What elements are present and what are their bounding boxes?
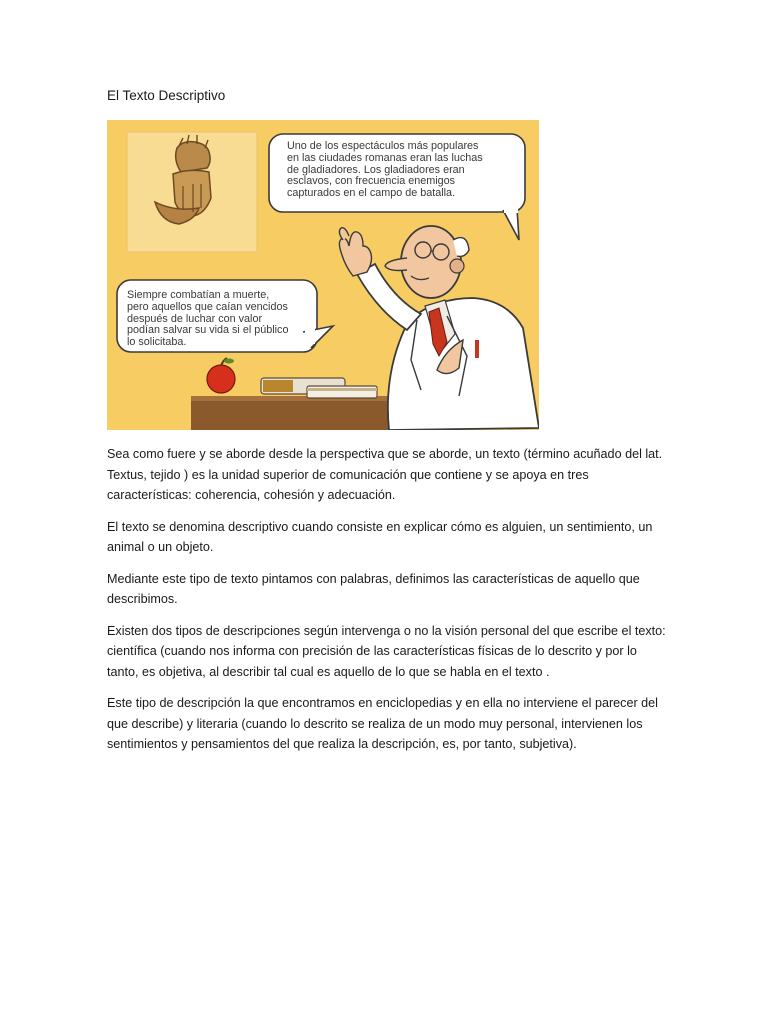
paragraph: El texto se denomina descriptivo cuando consiste en explicar cómo es alguien, un sentimiento, un animal o un objeto. xyxy=(107,519,653,554)
paragraph: Sea como fuere y se aborde desde la perspectiva que se aborde, un texto (término acuñado del lat. Textus, tejido ) es la unidad superior de comunicación que contiene y se apoya en tres características: coherencia, cohesión y adecuación. xyxy=(107,447,663,502)
speech-bubble-top-text: Uno de los espectáculos más populares en las ciudades romanas eran las luchas de gladiadores. Los gladiadores eran esclavos, con frecuencia enemigos capturados en el campo de batalla. xyxy=(287,140,483,200)
speech-bubble-bottom-text: Siempre combatían a muerte, pero aquellos que caían vencidos después de luchar con valor podían salvar su vida si el público lo solicitaba. xyxy=(127,289,289,349)
paragraph: Existen dos tipos de descripciones según intervenga o no la visión personal del que escribe el texto: científica (cuando nos informa con precisión de las características físicas de lo descrito y por lo tanto, es objetiva, al describir tal cual es aquello de lo que se habla en el texto . xyxy=(107,623,666,679)
paragraph: Mediante este tipo de texto pintamos con palabras, definimos las características de aquello que describimos. xyxy=(107,571,640,606)
teacher-illustration xyxy=(107,120,539,430)
document-body xyxy=(107,444,667,766)
desk xyxy=(191,396,391,430)
document-title: El Texto Descriptivo xyxy=(107,88,226,103)
paragraph: Este tipo de descripción la que encontramos en enciclopedias y en ella no interviene el parecer del que describe) y literaria (cuando lo descrito se realiza de un modo muy personal, intervienen los sentimientos y pensamientos del que realiza la descripción, es, por tanto, subjetiva). xyxy=(107,696,658,751)
